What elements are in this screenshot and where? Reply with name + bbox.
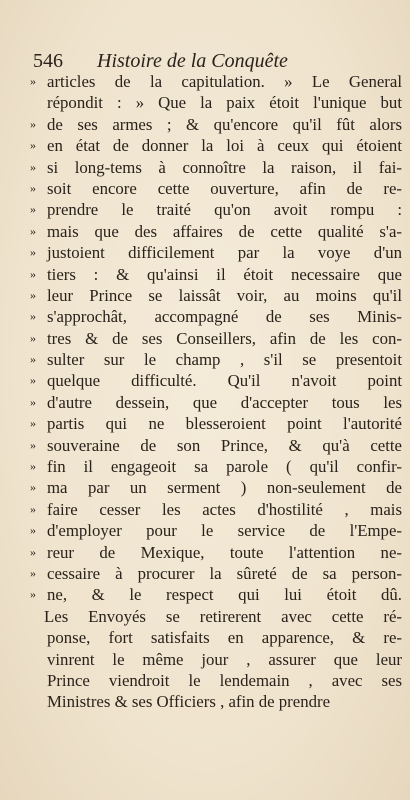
line-text: faire cesser les actes d'hostilité , mais: [47, 499, 402, 519]
line-text: ponse, fort satisfaits en apparence, & re-: [47, 628, 402, 648]
quotation-mark: »: [30, 287, 36, 302]
line-text: reur de Mexique, toute l'attention ne-: [47, 542, 402, 562]
quotation-mark: »: [30, 565, 36, 580]
text-line: [30, 670, 402, 691]
line-text: leur Prince se laissât voir, au moins qu'il: [47, 285, 402, 305]
line-text: Les Envoyés se retirerent avec cette ré-: [44, 606, 402, 626]
text-line: [30, 178, 402, 199]
running-title: Histoire de la Conquête: [97, 50, 288, 72]
text-line: [30, 114, 402, 135]
quotation-mark: »: [30, 587, 36, 602]
line-text: souveraine de son Prince, & qu'à cette: [47, 435, 402, 455]
quotation-mark: »: [30, 245, 36, 260]
text-line: [30, 627, 402, 648]
text-line: [30, 456, 402, 477]
quotation-mark: »: [30, 352, 36, 367]
line-text: en état de donner la loi à ceux qui étoient: [47, 136, 402, 156]
text-line: [30, 328, 402, 349]
text-line: [30, 392, 402, 413]
page-number: 546: [33, 50, 63, 72]
text-line: [30, 584, 402, 605]
line-text: mais que des affaires de cette qualité s'a-: [47, 221, 402, 241]
text-line: [30, 370, 402, 391]
text-line: [30, 71, 402, 92]
text-line: [30, 649, 402, 670]
text-line: [30, 477, 402, 498]
text-line: [30, 221, 402, 242]
line-text: s'approchât, accompagné de ses Minis-: [47, 307, 402, 327]
line-text: Prince viendroit le lendemain , avec ses: [47, 670, 402, 690]
quotation-mark: »: [30, 309, 36, 324]
text-line: [30, 691, 402, 712]
text-line: [30, 349, 402, 370]
text-line: [30, 199, 402, 220]
text-line: [30, 499, 402, 520]
text-line: [30, 520, 402, 541]
quotation-mark: »: [30, 159, 36, 174]
quotation-mark: »: [30, 416, 36, 431]
quotation-mark: »: [30, 266, 36, 281]
line-text: justoient difficilement par la voye d'un: [47, 243, 402, 263]
line-text: fin il engageoit sa parole ( qu'il confir-: [47, 457, 402, 477]
text-line: [30, 542, 402, 563]
line-text: ne, & le respect qui lui étoit dû.: [47, 585, 402, 605]
quotation-mark: »: [30, 523, 36, 538]
line-text: soit encore cette ouverture, afin de re-: [47, 178, 402, 198]
quotation-mark: »: [30, 180, 36, 195]
line-text: d'autre dessein, que d'accepter tous les: [47, 392, 402, 412]
line-text: prendre le traité qu'on avoit rompu :: [47, 200, 402, 220]
line-text: répondit : » Que la paix étoit l'unique but: [47, 93, 402, 113]
line-text: quelque difficulté. Qu'il n'avoit point: [47, 371, 402, 391]
text-line: [30, 413, 402, 434]
page-header: [33, 50, 378, 72]
quotation-mark: »: [30, 459, 36, 474]
line-text: vinrent le même jour , assurer que leur: [47, 649, 402, 669]
text-line: [30, 606, 402, 627]
line-text: articles de la capitulation. » Le General: [47, 72, 402, 91]
text-line: [30, 563, 402, 584]
text-line: [30, 435, 402, 456]
line-text: de ses armes ; & qu'encore qu'il fût alors: [47, 114, 402, 134]
quotation-mark: »: [30, 116, 36, 131]
quotation-mark: »: [30, 74, 36, 88]
line-text: tres & de ses Conseillers, afin de les con-: [47, 328, 402, 348]
line-text: si long-tems à connoître la raison, il fai-: [47, 157, 402, 177]
text-line: [30, 306, 402, 327]
quotation-mark: »: [30, 330, 36, 345]
line-text: sulter sur le champ , s'il se presentoit: [47, 350, 402, 370]
quotation-mark: »: [30, 480, 36, 495]
text-line: [30, 242, 402, 263]
quotation-mark: »: [30, 501, 36, 516]
quotation-mark: »: [30, 202, 36, 217]
line-text: ma par un serment ) non-seulement de: [47, 478, 402, 498]
line-text: cessaire à procurer la sûreté de sa person-: [47, 563, 402, 583]
quotation-mark: »: [30, 373, 36, 388]
quotation-mark: »: [30, 394, 36, 409]
quotation-mark: »: [30, 437, 36, 452]
line-text: d'employer pour le service de l'Empe-: [47, 521, 402, 541]
line-text: Ministres & ses Officiers , afin de prendre: [47, 692, 331, 712]
line-text: tiers : & qu'ainsi il étoit necessaire que: [47, 264, 402, 284]
body-text: [30, 71, 402, 713]
text-line: [30, 92, 402, 113]
quotation-mark: »: [30, 138, 36, 153]
line-text: partis qui ne blesseroient point l'autorité: [47, 414, 402, 434]
quotation-mark: »: [30, 544, 36, 559]
text-line: [30, 157, 402, 178]
text-line: [30, 285, 402, 306]
quotation-mark: »: [30, 223, 36, 238]
text-line: [30, 264, 402, 285]
text-line: [30, 135, 402, 156]
